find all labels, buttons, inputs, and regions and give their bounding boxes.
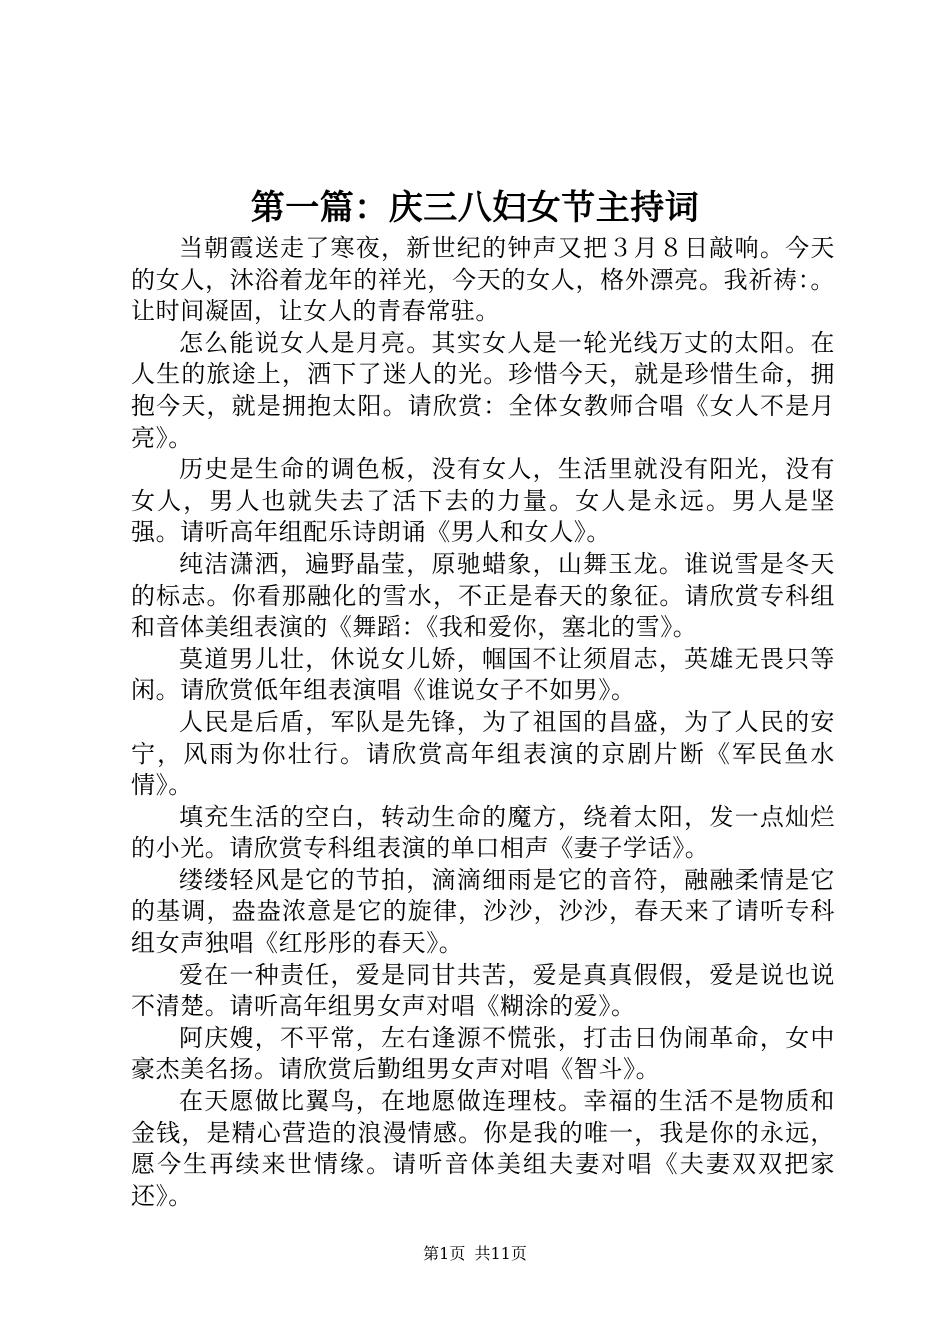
page-total: 共11页: [474, 1244, 527, 1263]
paragraph-7: 填充生活的空白，转动生命的魔方，绕着太阳，发一点灿烂的小光。请欣赏专科组表演的单口相声《妻子学话》。: [131, 802, 835, 863]
paragraph-10: 阿庆嫂，不平常，左右逢源不慌张，打击日伪闹革命，女中豪杰美名扬。请欣赏后勤组男女声对唱《智斗》。: [131, 1023, 835, 1084]
paragraph-9: 爱在一种责任，爱是同甘共苦，爱是真真假假，爱是说也说不清楚。请听高年组男女声对唱《糊涂的爱》。: [131, 960, 835, 1021]
paragraph-3: 历史是生命的调色板，没有女人，生活里就没有阳光，没有女人，男人也就失去了活下去的力量。女人是永远。男人是坚强。请听高年组配乐诗朗诵《男人和女人》。: [131, 455, 835, 547]
paragraph-5: 莫道男儿壮，休说女儿娇，帼国不让须眉志，英雄无畏只等闲。请欣赏低年组表演唱《谁说女子不如男》。: [131, 644, 835, 705]
page-number: 第1页: [423, 1244, 466, 1263]
paragraph-6: 人民是后盾，军队是先锋，为了祖国的昌盛，为了人民的安宁，风雨为你壮行。请欣赏高年组表演的京剧片断《军民鱼水情》。: [131, 707, 835, 800]
document-title: 第一篇：庆三八妇女节主持词: [250, 188, 700, 228]
paragraph-11: 在天愿做比翼鸟，在地愿做连理枝。幸福的生活不是物质和金钱，是精心营造的浪漫情感。你是我的唯一，我是你的永远，愿今生再续来世情缘。请听音体美组夫妻对唱《夫妻双双把家还》。: [131, 1087, 835, 1210]
paragraph-4: 纯洁潇洒，遍野晶莹，原驰蜡象，山舞玉龙。谁说雪是冬天的标志。你看那融化的雪水，不正是春天的象征。请欣赏专科组和音体美组表演的《舞蹈：《我和爱你，塞北的雪》。: [131, 549, 835, 642]
paragraph-1: 当朝霞送走了寒夜，新世纪的钟声又把３月８日敲响。今天的女人，沐浴着龙年的祥光，今天的女人，格外漂亮。我祈祷：。让时间凝固，让女人的青春常驻。: [131, 234, 835, 326]
page-footer: [0, 1244, 950, 1264]
document-body: [131, 233, 835, 1212]
paragraph-8: 缕缕轻风是它的节拍，滴滴细雨是它的音符，融融柔情是它的基调，盎盎浓意是它的旋律，沙沙，沙沙，春天来了请听专科组女声独唱《红彤彤的春天》。: [131, 865, 835, 958]
paragraph-2: 怎么能说女人是月亮。其实女人是一轮光线万丈的太阳。在人生的旅途上，洒下了迷人的光。珍惜今天，就是珍惜生命，拥抱今天，就是拥抱太阳。请欣赏：全体女教师合唱《女人不是月亮》。: [131, 328, 835, 452]
